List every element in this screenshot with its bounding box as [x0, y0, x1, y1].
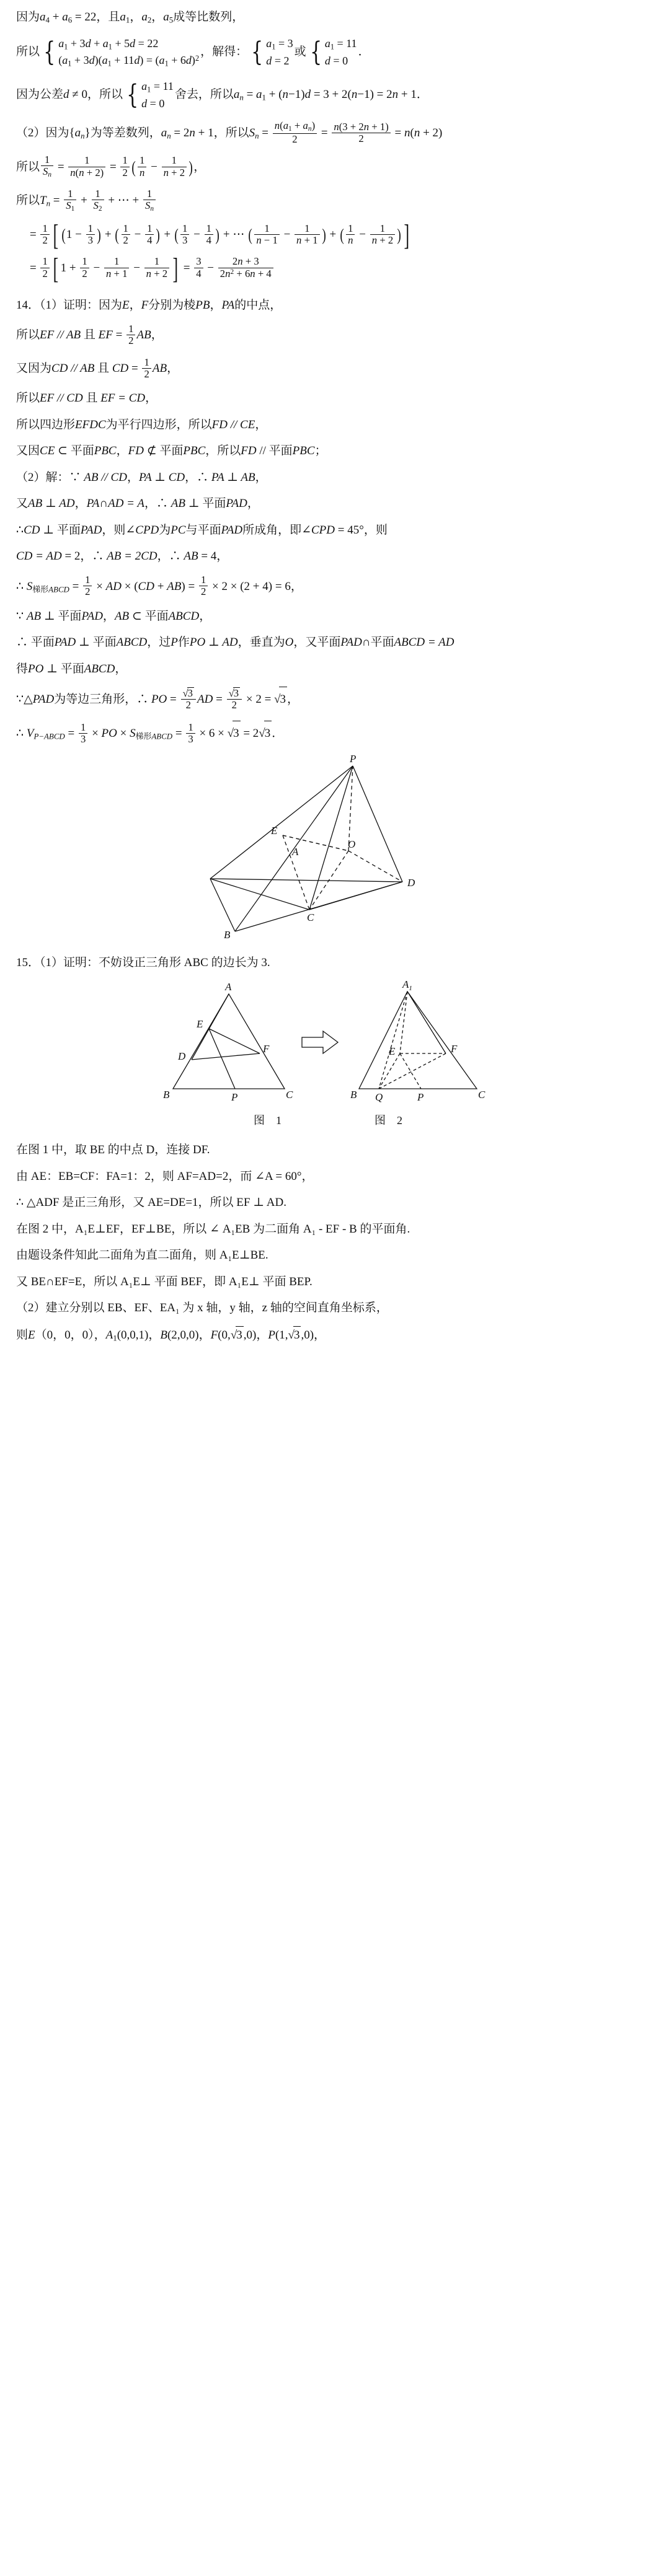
fig1-label-B: B: [163, 1089, 170, 1101]
triangles-svg: [154, 980, 502, 1110]
p15-line-1: 在图 1 中，取 BE 的中点 D，连接 DF.: [16, 1143, 210, 1157]
equation-system-1: { $a_1 + 3d + a_1 + 5d = 22$ $(a_1 + 3d)(a_1 + 11d) = (a_1 + 6d)^2$: [43, 37, 200, 68]
p13-line-4: （2）因为$\{a_n\}$为等差数列，$a_n = 2n + 1$，所以$S_n$ = $\frac{n(a_1 + a_n)}{2}$ = $\frac{n(3 + 2n + 1)}{2}$ = n(n + 2): [16, 120, 443, 146]
p14-line-13: 得PO ⊥ 平面ABCD，: [16, 662, 127, 675]
p13-line-7: = $\frac{1}{2}$ [ (1 − $\frac{1}{3}$ ) + ( $\frac{1}{2}$ − $\frac{1}{4}$ ) + ( $\frac{1}{3}$ − $\frac{1}{4}$ ) + ⋯ ( $\frac{1}{n - 1}$ − $\frac{1}{n + 1}$ ) + ( $\frac{1}{n}$ − $\frac{1}{n + 2}$ ) ]: [30, 219, 410, 252]
p14-line-3: 所以EF // CD 且 EF = CD，: [16, 392, 157, 405]
p14-line-15: ∴ $V_{P-ABCD}$ = $\frac{1}{3}$ × PO × $S_{梯形ABCD}$ = $\frac{1}{3}$ × 6 × √3 = 2√3 ．: [16, 721, 640, 746]
figure-pyramid-pabcd: [16, 755, 640, 941]
fig1-label-A: A: [225, 981, 232, 993]
p13-line-2: 所以 { $a_1 + 3d + a_1 + 5d = 22$ $(a_1 + 3d)(a_1 + 11d) = (a_1 + 6d)^2$ ，解得： { $a_1 = 3$ d = 2 或 { $a_1 = 11$ d = 0 ．: [16, 35, 640, 70]
p13-line-8: = $\frac{1}{2}$ [ 1 + $\frac{1}{2}$ − $\frac{1}{n + 1}$ − $\frac{1}{n + 2}$ ] = $\frac{3}{4}$ − $\frac{2n + 3}{2n^2 + 6n + 4}$: [16, 256, 640, 281]
p15-heading: 15．（1）证明：不妨设正三角形 ABC 的边长为 3.: [16, 956, 270, 969]
label-B: B: [224, 928, 231, 941]
arrow-icon: [302, 1031, 338, 1053]
p15-line-8: 则E（0，0，0），$A_1(0,0,1)$，B(2,0,0)，F(0,√3 ,0)，P(1,√3 ,0)，: [16, 1326, 640, 1345]
p14-line-2: 又因为CD // AB 且 CD = $\frac{1}{2}$ AB，: [16, 356, 179, 380]
fig1-label-C: C: [286, 1089, 293, 1101]
p14-line-7: 又AB ⊥ AD，PA∩AD = A，∴ AB ⊥ 平面PAD，: [16, 497, 259, 511]
p15-line-2: 由 AE：EB=CF：FA=1：2，则 AF=AD=2，而 ∠A = 60°，: [16, 1169, 314, 1183]
p15-line-3: ∴ △ADF 是正三角形，又 AE=DE=1，所以 EF ⊥ AD.: [16, 1196, 286, 1210]
p15-line-5: 由题设条件知此二面角为直二面角，则 A₁E⊥BE.: [16, 1249, 268, 1262]
p14-line-10: ∴ $S_{梯形ABCD}$ = $\frac{1}{2}$ × AD × (CD + AB) = $\frac{1}{2}$ × 2 × (2 + 4) = 6，: [16, 574, 303, 598]
fig2-label-E: E: [389, 1045, 396, 1058]
label-C: C: [307, 911, 314, 923]
fig2-label-Q: Q: [375, 1091, 383, 1104]
fig1-caption: 图 1: [254, 1114, 281, 1127]
figure-triangles: [16, 980, 640, 1128]
fig1-label-E: E: [197, 1018, 203, 1031]
equation-system-4: { $a_1 = 11$ d = 0: [126, 79, 174, 111]
p15-line-6: 又 BE∩EF=E，所以 A₁E⊥ 平面 BEF，即 A₁E⊥ 平面 BEP.: [16, 1275, 312, 1288]
fig1-label-F: F: [263, 1043, 270, 1055]
p15-line-7: （2）建立分别以 EB、EF、EA₁ 为 x 轴，y 轴，z 轴的空间直角坐标系，: [16, 1301, 388, 1315]
label-O: O: [348, 838, 356, 850]
label-E: E: [271, 824, 278, 837]
label-A: A: [292, 845, 299, 858]
p13-line-3: 因为公差d ≠ 0，所以 { $a_1 = 11$ d = 0 舍去，所以$a_n = a_1 + (n-1)d = 3 + 2(n-1) = 2n + 1$．: [16, 78, 640, 112]
p14-line-5: 又因CE ⊂ 平面PBC，FD ⊄ 平面PBC，所以FD // 平面PBC；: [16, 444, 327, 458]
p14-line-6: （2）解：∵ AB // CD，PA ⊥ CD，∴ PA ⊥ AB，: [16, 470, 267, 484]
label-D: D: [407, 876, 415, 889]
fig2-label-B: B: [350, 1089, 357, 1101]
p14-heading: 14．（1）证明：因为E，F分别为棱PB，PA的中点，: [16, 298, 282, 312]
equation-system-2: { $a_1 = 3$ d = 2: [251, 37, 293, 68]
fig1-label-P: P: [231, 1091, 238, 1104]
label-P: P: [350, 754, 357, 765]
p13-line-6: 所以$T_n$ = $\frac{1}{S_1}$ + $\frac{1}{S_2}$ + ⋯ + $\frac{1}{S_n}$: [16, 188, 640, 214]
p14-line-9: CD = AD = 2，∴ AB = 2CD，∴ AB = 4，: [16, 550, 229, 563]
fig1-label-D: D: [178, 1050, 186, 1063]
p14-line-11: ∵ AB ⊥ 平面PAD，AB ⊂ 平面ABCD，: [16, 609, 211, 623]
equation-system-3: { $a_1 = 11$ d = 0: [309, 37, 357, 68]
fig2-label-P: P: [417, 1091, 424, 1104]
fig2-label-C: C: [478, 1089, 485, 1101]
p14-line-8: ∴CD ⊥ 平面PAD，则∠CPD为PC与平面PAD所成角，即∠CPD = 45°，则: [16, 523, 388, 537]
p14-line-4: 所以四边形EFDC为平行四边形，所以FD // CE，: [16, 418, 267, 431]
fig2-label-F: F: [451, 1043, 458, 1055]
text: 因为: [16, 11, 40, 24]
fig2-label-A1: $A_1$: [402, 980, 412, 993]
p13-line-1: 因为$a_4 + a_6 = 22$，且$a_1$，$a_2$，$a_5$成等比数列，: [16, 11, 244, 25]
fig2-caption: 图 2: [375, 1114, 402, 1127]
p15-line-4: 在图 2 中，A₁E⊥EF，EF⊥BE，所以 ∠ A₁EB 为二面角 A₁ - EF - B 的平面角.: [16, 1222, 410, 1236]
pyramid-svg: [198, 755, 458, 941]
p14-line-14: ∵△PAD为等边三角形，∴ PO = $\frac{√3}{2}$ AD = $\frac{√3}{2}$ × 2 = √3 ，: [16, 687, 299, 711]
p14-line-12: ∴ 平面PAD ⊥ 平面ABCD，过P作PO ⊥ AD，垂直为O，又平面PAD∩平面ABCD = AD: [16, 636, 454, 649]
p14-line-1: 所以EF // AB 且 EF = $\frac{1}{2}$ AB，: [16, 322, 163, 347]
p13-line-5: 所以 $\frac{1}{S_n}$ = $\frac{1}{n(n + 2)}$ = $\frac{1}{2}$ ( $\frac{1}{n}$ − $\frac{1}{n + 2}$ )，: [16, 154, 206, 179]
